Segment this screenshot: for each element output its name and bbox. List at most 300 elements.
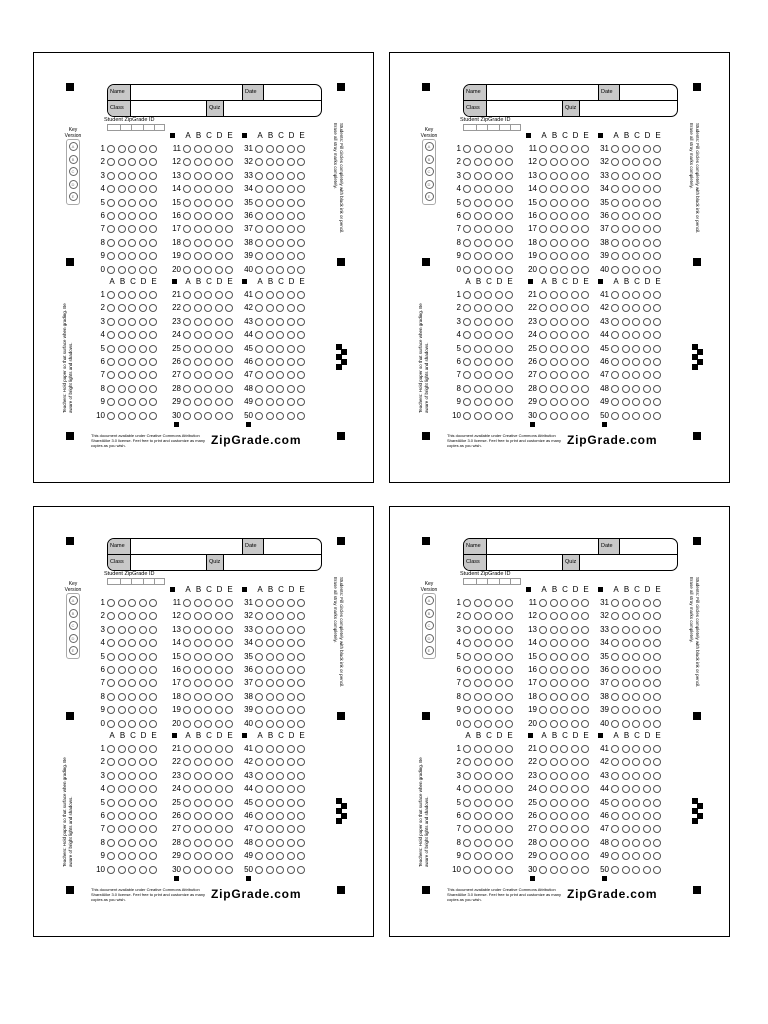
answer-bubble[interactable] [571,158,579,166]
answer-bubble[interactable] [560,252,568,260]
answer-bubble[interactable] [287,398,295,406]
answer-bubble[interactable] [225,679,233,687]
answer-bubble[interactable] [107,412,115,420]
answer-bubble[interactable] [255,839,263,847]
answer-bubble[interactable] [505,852,513,860]
date-field[interactable] [621,539,676,554]
answer-bubble[interactable] [571,612,579,620]
answer-bubble[interactable] [539,599,547,607]
answer-bubble[interactable] [505,758,513,766]
answer-bubble[interactable] [276,706,284,714]
answer-bubble[interactable] [215,252,223,260]
answer-bubble[interactable] [560,331,568,339]
answer-bubble[interactable] [560,291,568,299]
answer-bubble[interactable] [215,385,223,393]
id-bubble[interactable] [139,252,147,260]
answer-bubble[interactable] [194,626,202,634]
answer-bubble[interactable] [194,412,202,420]
answer-bubble[interactable] [581,785,589,793]
answer-bubble[interactable] [611,212,619,220]
answer-bubble[interactable] [215,706,223,714]
answer-bubble[interactable] [632,239,640,247]
answer-bubble[interactable] [643,825,651,833]
answer-bubble[interactable] [550,745,558,753]
answer-bubble[interactable] [474,398,482,406]
answer-bubble[interactable] [215,172,223,180]
answer-bubble[interactable] [128,812,136,820]
answer-bubble[interactable] [560,825,568,833]
answer-bubble[interactable] [539,825,547,833]
answer-bubble[interactable] [255,852,263,860]
answer-bubble[interactable] [560,158,568,166]
answer-bubble[interactable] [653,412,661,420]
answer-bubble[interactable] [571,653,579,661]
id-bubble[interactable] [495,212,503,220]
answer-bubble[interactable] [194,252,202,260]
answer-bubble[interactable] [183,612,191,620]
answer-bubble[interactable] [653,626,661,634]
answer-bubble[interactable] [463,371,471,379]
answer-bubble[interactable] [287,720,295,728]
answer-bubble[interactable] [266,185,274,193]
answer-bubble[interactable] [622,653,630,661]
answer-bubble[interactable] [194,666,202,674]
answer-bubble[interactable] [622,291,630,299]
answer-bubble[interactable] [297,772,305,780]
answer-bubble[interactable] [297,839,305,847]
answer-bubble[interactable] [183,145,191,153]
answer-bubble[interactable] [611,304,619,312]
answer-bubble[interactable] [484,331,492,339]
id-bubble[interactable] [107,679,115,687]
id-bubble[interactable] [484,666,492,674]
answer-bubble[interactable] [139,852,147,860]
answer-bubble[interactable] [215,371,223,379]
answer-bubble[interactable] [255,653,263,661]
id-bubble[interactable] [139,599,147,607]
answer-bubble[interactable] [107,385,115,393]
answer-bubble[interactable] [204,398,212,406]
id-bubble[interactable] [463,693,471,701]
answer-bubble[interactable] [204,599,212,607]
answer-bubble[interactable] [276,639,284,647]
id-bubble[interactable] [484,679,492,687]
id-bubble[interactable] [128,693,136,701]
answer-bubble[interactable] [484,358,492,366]
id-bubble[interactable] [107,266,115,274]
answer-bubble[interactable] [581,758,589,766]
answer-bubble[interactable] [643,612,651,620]
answer-bubble[interactable] [255,239,263,247]
answer-bubble[interactable] [622,158,630,166]
answer-bubble[interactable] [215,626,223,634]
id-bubble[interactable] [474,199,482,207]
answer-bubble[interactable] [550,758,558,766]
id-bubble[interactable] [149,666,157,674]
id-bubble[interactable] [495,612,503,620]
answer-bubble[interactable] [225,345,233,353]
id-bubble[interactable] [139,679,147,687]
answer-bubble[interactable] [632,799,640,807]
answer-bubble[interactable] [266,331,274,339]
answer-bubble[interactable] [539,653,547,661]
answer-bubble[interactable] [255,345,263,353]
answer-bubble[interactable] [632,679,640,687]
answer-bubble[interactable] [622,785,630,793]
answer-bubble[interactable] [643,706,651,714]
answer-bubble[interactable] [632,358,640,366]
answer-bubble[interactable] [539,785,547,793]
id-bubble[interactable] [149,693,157,701]
answer-bubble[interactable] [204,239,212,247]
answer-bubble[interactable] [611,825,619,833]
id-bubble[interactable] [463,720,471,728]
answer-bubble[interactable] [194,331,202,339]
id-bubble[interactable] [139,199,147,207]
id-bubble[interactable] [128,158,136,166]
answer-bubble[interactable] [297,385,305,393]
answer-bubble[interactable] [571,304,579,312]
answer-bubble[interactable] [539,291,547,299]
answer-bubble[interactable] [550,385,558,393]
answer-bubble[interactable] [632,345,640,353]
answer-bubble[interactable] [505,371,513,379]
id-bubble[interactable] [474,720,482,728]
answer-bubble[interactable] [622,799,630,807]
answer-bubble[interactable] [622,758,630,766]
answer-bubble[interactable] [571,225,579,233]
answer-bubble[interactable] [183,626,191,634]
answer-bubble[interactable] [550,304,558,312]
answer-bubble[interactable] [495,371,503,379]
answer-bubble[interactable] [255,693,263,701]
answer-bubble[interactable] [266,145,274,153]
answer-bubble[interactable] [611,358,619,366]
answer-bubble[interactable] [107,785,115,793]
answer-bubble[interactable] [204,291,212,299]
id-bubble[interactable] [463,239,471,247]
answer-bubble[interactable] [276,239,284,247]
answer-bubble[interactable] [560,799,568,807]
answer-bubble[interactable] [276,291,284,299]
id-bubble[interactable] [505,225,513,233]
answer-bubble[interactable] [204,331,212,339]
answer-bubble[interactable] [632,266,640,274]
id-bubble[interactable] [139,666,147,674]
answer-bubble[interactable] [581,639,589,647]
answer-bubble[interactable] [571,825,579,833]
id-bubble[interactable] [474,212,482,220]
answer-bubble[interactable] [550,266,558,274]
answer-bubble[interactable] [215,799,223,807]
answer-bubble[interactable] [484,745,492,753]
answer-bubble[interactable] [643,398,651,406]
answer-bubble[interactable] [204,626,212,634]
answer-bubble[interactable] [194,345,202,353]
answer-bubble[interactable] [128,785,136,793]
answer-bubble[interactable] [276,653,284,661]
answer-bubble[interactable] [560,212,568,220]
id-bubble[interactable] [139,693,147,701]
answer-bubble[interactable] [643,852,651,860]
id-bubble[interactable] [118,666,126,674]
id-bubble[interactable] [118,720,126,728]
answer-bubble[interactable] [287,679,295,687]
id-bubble[interactable] [139,185,147,193]
answer-bubble[interactable] [539,185,547,193]
answer-bubble[interactable] [560,385,568,393]
answer-bubble[interactable] [632,785,640,793]
id-bubble[interactable] [484,720,492,728]
answer-bubble[interactable] [643,172,651,180]
answer-bubble[interactable] [622,304,630,312]
answer-bubble[interactable] [632,291,640,299]
answer-bubble[interactable] [215,318,223,326]
answer-bubble[interactable] [550,212,558,220]
answer-bubble[interactable] [622,639,630,647]
id-bubble[interactable] [139,212,147,220]
answer-bubble[interactable] [495,866,503,874]
answer-bubble[interactable] [632,626,640,634]
id-bubble[interactable] [484,212,492,220]
answer-bubble[interactable] [463,839,471,847]
answer-bubble[interactable] [255,225,263,233]
answer-bubble[interactable] [287,385,295,393]
answer-bubble[interactable] [653,252,661,260]
answer-bubble[interactable] [215,772,223,780]
answer-bubble[interactable] [611,612,619,620]
id-bubble[interactable] [463,145,471,153]
answer-bubble[interactable] [560,866,568,874]
answer-bubble[interactable] [276,358,284,366]
answer-bubble[interactable] [550,812,558,820]
answer-bubble[interactable] [484,785,492,793]
answer-bubble[interactable] [266,812,274,820]
id-bubble[interactable] [495,145,503,153]
answer-bubble[interactable] [287,358,295,366]
answer-bubble[interactable] [215,358,223,366]
answer-bubble[interactable] [276,412,284,420]
answer-bubble[interactable] [539,812,547,820]
id-bubble[interactable] [505,626,513,634]
id-bubble[interactable] [128,639,136,647]
answer-bubble[interactable] [550,291,558,299]
answer-bubble[interactable] [266,158,274,166]
id-bubble[interactable] [495,706,503,714]
answer-bubble[interactable] [632,331,640,339]
answer-bubble[interactable] [622,679,630,687]
answer-bubble[interactable] [183,318,191,326]
answer-bubble[interactable] [632,852,640,860]
answer-bubble[interactable] [204,679,212,687]
answer-bubble[interactable] [204,252,212,260]
id-bubble[interactable] [495,185,503,193]
answer-bubble[interactable] [276,720,284,728]
answer-bubble[interactable] [550,252,558,260]
answer-bubble[interactable] [653,345,661,353]
answer-bubble[interactable] [611,331,619,339]
answer-bubble[interactable] [225,653,233,661]
answer-bubble[interactable] [118,852,126,860]
answer-bubble[interactable] [225,693,233,701]
id-bubble[interactable] [128,145,136,153]
answer-bubble[interactable] [204,653,212,661]
answer-bubble[interactable] [183,852,191,860]
answer-bubble[interactable] [495,799,503,807]
answer-bubble[interactable] [204,812,212,820]
answer-bubble[interactable] [611,839,619,847]
answer-bubble[interactable] [571,291,579,299]
answer-bubble[interactable] [215,785,223,793]
answer-bubble[interactable] [611,758,619,766]
answer-bubble[interactable] [255,331,263,339]
answer-bubble[interactable] [643,266,651,274]
answer-bubble[interactable] [632,199,640,207]
quiz-field[interactable] [225,555,320,570]
answer-bubble[interactable] [474,412,482,420]
id-bubble[interactable] [107,599,115,607]
id-bubble[interactable] [463,653,471,661]
answer-bubble[interactable] [204,612,212,620]
answer-bubble[interactable] [287,412,295,420]
answer-bubble[interactable] [495,358,503,366]
answer-bubble[interactable] [139,412,147,420]
answer-bubble[interactable] [183,185,191,193]
answer-bubble[interactable] [539,158,547,166]
answer-bubble[interactable] [255,412,263,420]
id-bubble[interactable] [139,612,147,620]
answer-bubble[interactable] [581,358,589,366]
answer-bubble[interactable] [139,745,147,753]
answer-bubble[interactable] [611,799,619,807]
answer-bubble[interactable] [118,839,126,847]
answer-bubble[interactable] [611,145,619,153]
key-version-bubble[interactable]: E [425,646,434,655]
id-bubble[interactable] [149,239,157,247]
answer-bubble[interactable] [581,345,589,353]
answer-bubble[interactable] [107,866,115,874]
answer-bubble[interactable] [128,839,136,847]
answer-bubble[interactable] [276,626,284,634]
id-bubble[interactable] [118,252,126,260]
answer-bubble[interactable] [215,812,223,820]
answer-bubble[interactable] [194,225,202,233]
answer-bubble[interactable] [225,852,233,860]
answer-bubble[interactable] [539,706,547,714]
answer-bubble[interactable] [276,852,284,860]
answer-bubble[interactable] [297,758,305,766]
answer-bubble[interactable] [287,772,295,780]
answer-bubble[interactable] [611,225,619,233]
id-bubble[interactable] [128,239,136,247]
id-bubble[interactable] [505,239,513,247]
answer-bubble[interactable] [484,318,492,326]
answer-bubble[interactable] [149,345,157,353]
id-bubble[interactable] [107,639,115,647]
answer-bubble[interactable] [643,693,651,701]
answer-bubble[interactable] [266,225,274,233]
answer-bubble[interactable] [297,825,305,833]
answer-bubble[interactable] [204,266,212,274]
answer-bubble[interactable] [474,371,482,379]
answer-bubble[interactable] [560,758,568,766]
answer-bubble[interactable] [107,812,115,820]
answer-bubble[interactable] [474,839,482,847]
answer-bubble[interactable] [643,225,651,233]
answer-bubble[interactable] [128,852,136,860]
answer-bubble[interactable] [183,706,191,714]
answer-bubble[interactable] [560,693,568,701]
answer-bubble[interactable] [539,745,547,753]
answer-bubble[interactable] [118,358,126,366]
answer-bubble[interactable] [107,852,115,860]
answer-bubble[interactable] [495,412,503,420]
answer-bubble[interactable] [474,852,482,860]
answer-bubble[interactable] [571,772,579,780]
answer-bubble[interactable] [118,371,126,379]
answer-bubble[interactable] [297,212,305,220]
answer-bubble[interactable] [474,345,482,353]
answer-bubble[interactable] [225,185,233,193]
id-bubble[interactable] [118,199,126,207]
answer-bubble[interactable] [643,812,651,820]
answer-bubble[interactable] [194,318,202,326]
answer-bubble[interactable] [255,745,263,753]
answer-bubble[interactable] [297,720,305,728]
answer-bubble[interactable] [215,158,223,166]
answer-bubble[interactable] [550,825,558,833]
answer-bubble[interactable] [204,371,212,379]
answer-bubble[interactable] [215,825,223,833]
id-bubble[interactable] [474,693,482,701]
answer-bubble[interactable] [622,225,630,233]
answer-bubble[interactable] [183,745,191,753]
answer-bubble[interactable] [276,693,284,701]
answer-bubble[interactable] [581,599,589,607]
answer-bubble[interactable] [643,145,651,153]
answer-bubble[interactable] [183,266,191,274]
answer-bubble[interactable] [611,266,619,274]
answer-bubble[interactable] [297,653,305,661]
answer-bubble[interactable] [581,172,589,180]
answer-bubble[interactable] [183,252,191,260]
class-field[interactable] [487,101,562,116]
answer-bubble[interactable] [622,345,630,353]
answer-bubble[interactable] [463,318,471,326]
answer-bubble[interactable] [255,599,263,607]
answer-bubble[interactable] [632,720,640,728]
answer-bubble[interactable] [287,866,295,874]
answer-bubble[interactable] [484,385,492,393]
id-bubble[interactable] [474,145,482,153]
id-bubble[interactable] [495,199,503,207]
date-field[interactable] [265,85,320,100]
answer-bubble[interactable] [571,345,579,353]
answer-bubble[interactable] [550,158,558,166]
answer-bubble[interactable] [107,345,115,353]
answer-bubble[interactable] [632,398,640,406]
answer-bubble[interactable] [643,199,651,207]
answer-bubble[interactable] [225,252,233,260]
answer-bubble[interactable] [255,318,263,326]
answer-bubble[interactable] [276,172,284,180]
answer-bubble[interactable] [194,358,202,366]
id-bubble[interactable] [128,225,136,233]
answer-bubble[interactable] [560,639,568,647]
answer-bubble[interactable] [571,758,579,766]
answer-bubble[interactable] [297,812,305,820]
id-bubble[interactable] [128,666,136,674]
